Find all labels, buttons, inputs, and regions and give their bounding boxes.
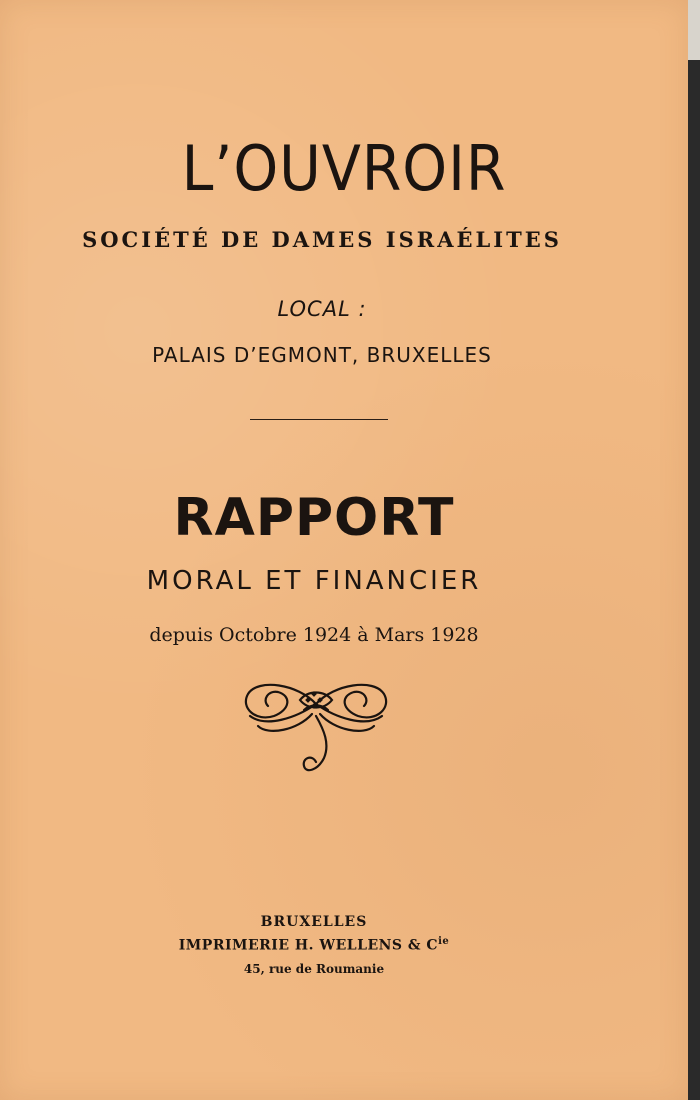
flourish-ornament-icon	[238, 670, 394, 790]
divider-rule	[250, 419, 388, 420]
organization-subtitle: SOCIÉTÉ DE DAMES ISRAÉLITES	[82, 227, 562, 252]
printer-address: 45, rue de Roumanie	[243, 962, 385, 976]
local-address: PALAIS D’EGMONT, BRUXELLES	[152, 343, 492, 367]
local-label: LOCAL :	[277, 297, 367, 321]
report-subtitle: MORAL ET FINANCIER	[146, 566, 482, 596]
printer-name-text: IMPRIMERIE H. WELLENS & C	[178, 937, 439, 954]
printer-name-suffix: ie	[438, 936, 450, 947]
printer-name	[0, 936, 658, 954]
document-title: L’OUVROIR	[181, 132, 507, 205]
report-title: RAPPORT	[173, 488, 455, 548]
printer-city: BRUXELLES	[260, 914, 368, 930]
report-period: depuis Octobre 1924 à Mars 1928	[149, 624, 479, 646]
page-edge	[688, 60, 700, 1100]
